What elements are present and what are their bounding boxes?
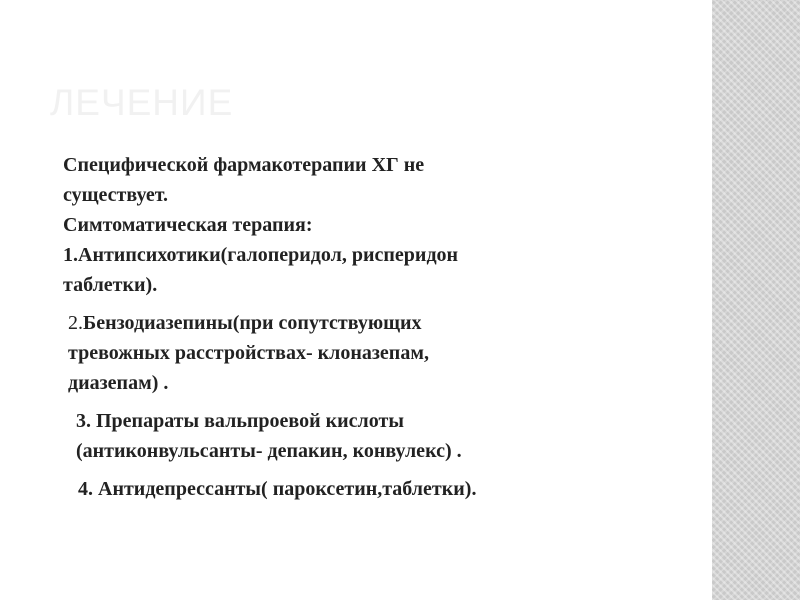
text-line	[68, 308, 700, 338]
text-line: Специфической фармакотерапии ХГ не	[63, 154, 425, 176]
list-number: 2.	[68, 312, 83, 334]
paragraph-valproate	[0, 406, 700, 466]
paragraph-antidepressants	[0, 474, 700, 504]
text-fragment: Бензодиазепины(при сопутствующих	[83, 312, 422, 334]
text-line: 3. Препараты вальпроевой кислоты	[76, 410, 404, 432]
text-line: таблетки).	[63, 274, 158, 296]
paragraph-intro	[0, 150, 700, 300]
slide-body	[0, 150, 700, 504]
text-line: тревожных расстройствах- клоназепам,	[68, 342, 429, 364]
text-line: 4. Антидепрессанты( пароксетин,таблетки).	[78, 478, 477, 500]
text-line: диазепам) .	[68, 372, 169, 394]
text-line: существует.	[63, 184, 169, 206]
slide-title: ЛЕЧЕНИЕ	[50, 82, 234, 123]
side-decorative-bar	[712, 0, 800, 600]
text-line: 1.Антипсихотики(галоперидол, рисперидон	[63, 244, 459, 266]
text-line: Симтоматическая терапия:	[63, 214, 313, 236]
paragraph-benzodiazepines	[0, 308, 700, 398]
text-line: (антиконвульсанты- депакин, конвулекс) .	[76, 440, 462, 462]
